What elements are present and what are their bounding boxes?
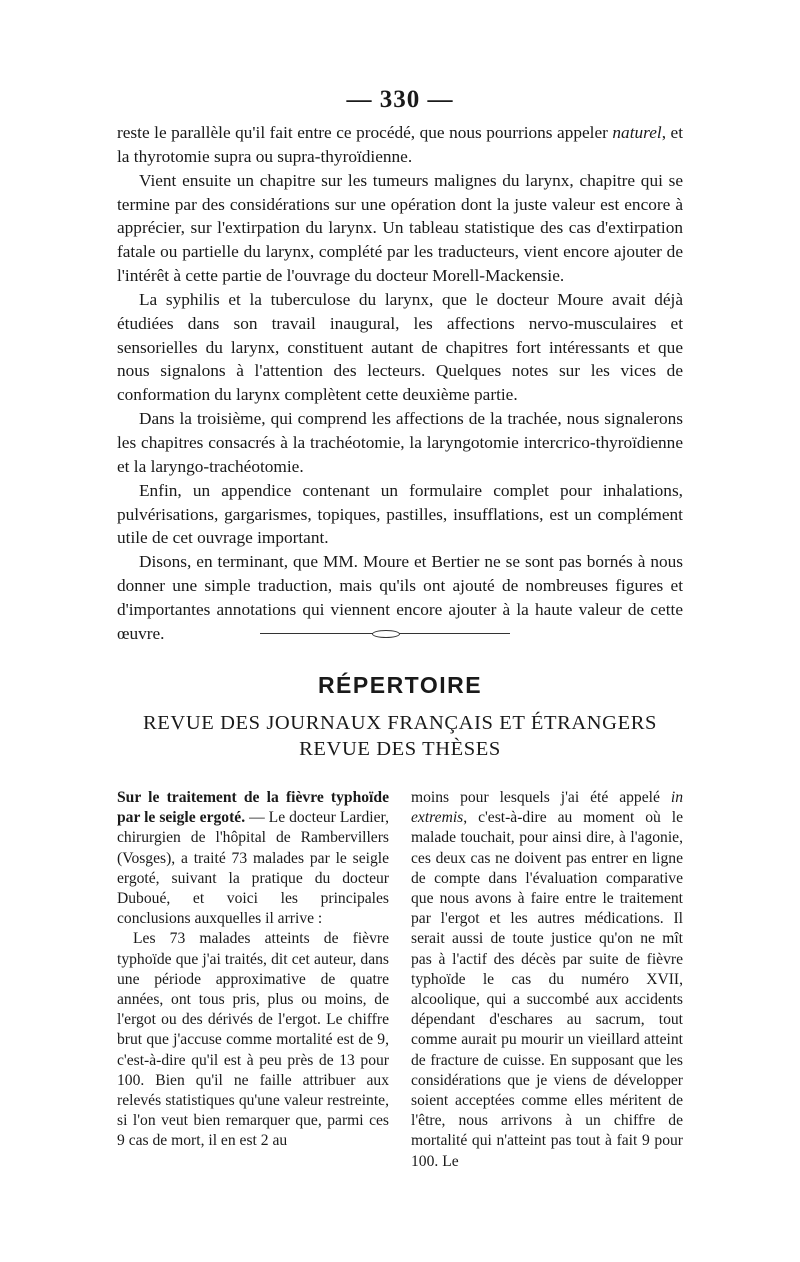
text-run: Dans la troisième, qui comprend les affections de la trachée, nous signalerons les chapitres consacrés à la trachéotomie, la laryngotomie intercrico-thyroïdienne et la laryngo-trachéotomie. [117,409,683,476]
text-run: , et la thyrotomie supra ou supra-thyroïdienne. [117,123,683,166]
text-run: La syphilis et la tuberculose du larynx, que le docteur Moure avait déjà étudiées dans son travail inaugural, les affections nervo-musculaires et sensorielles du larynx, constituent autant de chapitres fort intéressants et que nous signalons à l'attention des lecteurs. Quelques notes sur les vices de conformation du larynx complètent cette deuxième partie. [117,289,683,405]
body-paragraph [117,479,683,551]
page-number: — 330 — [346,86,454,113]
text-run: , c'est-à-dire au moment où le malade touchait, pour ainsi dire, à l'agonie, ces deux cas ne doivent pas entrer en ligne de compte dans l'évaluation comparative que nous avons à faire entre le traitement par l'ergot et les autres médications. Il serait aussi de toute justice qu'on ne mît pas à l'actif des décès par suite de fièvre typhoïde le cas du numéro XVII, alcoolique, qui a succombé aux accidents dépendant d'eschares au sacrum, tout comme aurait pu mourir un vieillard atteint de fracture de cuisse. En supposant que les considérations que je viens de développer soient acceptées comme elles méritent de l'être, nous arrivons à un chiffre de mortalité qui n'atteint pas tout à fait 9 pour 100. Le [411,809,683,1170]
text-run: moins pour lesquels j'ai été appelé [411,789,671,806]
section-title: RÉPERTOIRE [317,672,483,698]
article-paragraph [117,929,389,1151]
text-run: Enfin, un appendice contenant un formulaire complet pour inhalations, pulvérisations, gargarismes, topiques, pastilles, insufflations, est un complément utile de cet ouvrage important. [117,480,683,548]
section-subtitle-journals: REVUE DES JOURNAUX FRANÇAIS ET ÉTRANGERS [143,712,657,734]
article-heading: Sur le traitement de la fièvre typhoïde par le seigle ergoté. [117,789,389,827]
ornamental-rule [260,631,510,637]
italic-text: in extremis [411,789,683,827]
article-paragraph [117,788,389,929]
text-run: Disons, en terminant, que MM. Moure et Bertier ne se sont pas bornés à nous donner une simple traduction, mais qu'ils ont ajouté de nombreuses figures et d'importantes annotations qui viennent encore ajouter à la haute valeur de cette œuvre. [117,552,683,643]
body-paragraph [117,169,683,288]
body-paragraph [117,288,683,407]
text-run: Les 73 malades atteints de fièvre typhoïde que j'ai traités, dit cet auteur, dans une période approximative de quatre années, ont tous pris, plus ou moins, de l'ergot ou des dérivés de l'ergot. Le chiffre brut que j'accuse comme mortalité est de 9, c'est-à-dire qu'il est à peu près de 13 pour 100. Bien qu'il ne faille attribuer aux relevés statistiques qu'une valeur restreinte, si l'on veut bien remarquer que, parmi ces 9 cas de mort, il en est 2 au [117,930,389,1150]
text-run: reste le parallèle qu'il fait entre ce procédé, que nous pourrions appeler [117,123,613,142]
section-subtitle-theses: REVUE DES THÈSES [299,738,501,760]
text-run: — Le docteur Lardier, chirurgien de l'hôpital de Rambervillers (Vosges), a traité 73 malades par le seigle ergoté, suivant la pratique du docteur Duboué, et voici les principales conclusions auxquelles il arrive : [117,809,389,928]
article-right-column [411,788,683,1172]
body-paragraph [117,121,683,169]
body-paragraph [117,407,683,479]
rule-ornament-icon [372,630,400,638]
italic-text: naturel [612,123,662,142]
review-body-text [117,121,683,646]
article-paragraph [411,788,683,1172]
text-run: Vient ensuite un chapitre sur les tumeurs malignes du larynx, chapitre qui se termine par des considérations sur une opération dont la juste valeur est encore à apprécier, sur l'extirpation du larynx. Un tableau statistique des cas d'extirpation fatale ou partielle du larynx, complété par les traducteurs, vient encore ajouter de l'intérêt à cette partie de l'ouvrage du docteur Morell-Mackensie. [117,170,683,286]
article-left-column [117,788,389,1152]
